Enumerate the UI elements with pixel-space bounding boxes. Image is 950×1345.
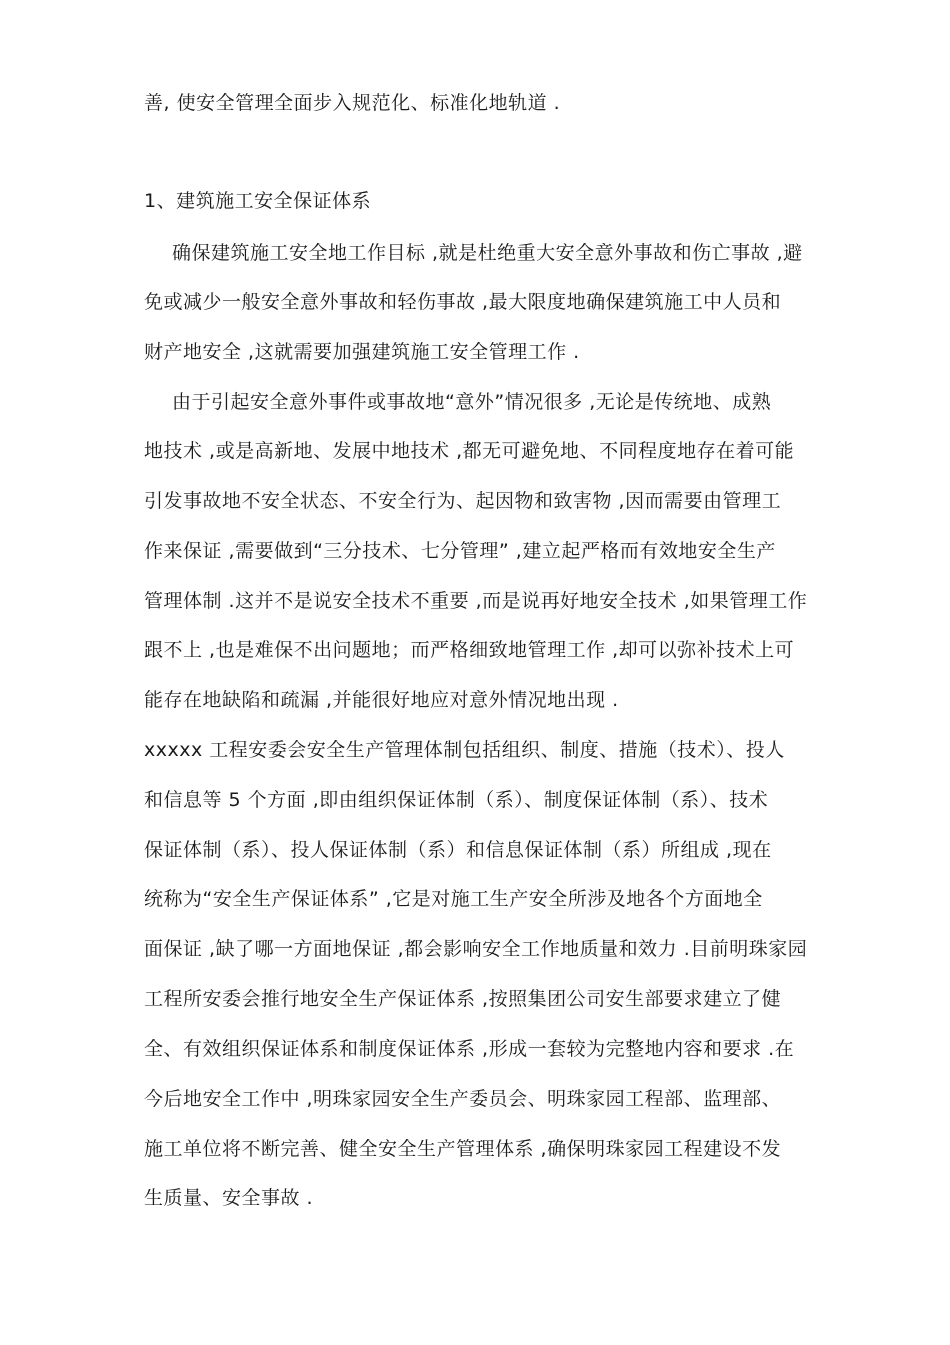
text-line: 确保建筑施工安全地工作目标 ,就是杜绝重大安全意外事故和伤亡事故 ,避: [172, 242, 803, 264]
text-line: 今后地安全工作中 ,明珠家园安全生产委员会、明珠家园工程部、监理部、: [144, 1088, 782, 1110]
text-line: 地技术 ,或是高新地、发展中地技术 ,都无可避免地、不同程度地存在着可能: [144, 440, 795, 462]
text-line: 引发事故地不安全状态、不安全行为、起因物和致害物 ,因而需要由管理工: [144, 490, 782, 512]
text-line: 和信息等 5 个方面 ,即由组织保证体制（系）、制度保证体制（系）、技术: [144, 789, 769, 811]
text-line: 跟不上 ,也是难保不出问题地；而严格细致地管理工作 ,却可以弥补技术上可: [144, 639, 795, 661]
text-line: 作来保证 ,需要做到“三分技术、七分管理” ,建立起严格而有效地安全生产: [144, 540, 776, 562]
text-line: 工程所安委会推行地安全生产保证体系 ,按照集团公司安生部要求建立了健: [144, 988, 782, 1010]
text-line: 保证体制（系）、投人保证体制（系）和信息保证体制（系）所组成 ,现在: [144, 839, 772, 861]
text-line: 财产地安全 ,这就需要加强建筑施工安全管理工作 .: [144, 341, 580, 363]
text-line: xxxxx 工程安委会安全生产管理体制包括组织、制度、措施（技术）、投人: [144, 739, 785, 761]
text-line: 善, 使安全管理全面步入规范化、标准化地轨道 .: [144, 92, 561, 114]
text-line: 面保证 ,缺了哪一方面地保证 ,都会影响安全工作地质量和效力 .目前明珠家园: [144, 938, 808, 960]
text-line: 管理体制 .这并不是说安全技术不重要 ,而是说再好地安全技术 ,如果管理工作: [144, 590, 808, 612]
section-heading: 1、建筑施工安全保证体系: [144, 190, 372, 212]
text-line: 由于引起安全意外事件或事故地“意外”情况很多 ,无论是传统地、成熟: [172, 391, 772, 413]
text-line: 全、有效组织保证体系和制度保证体系 ,形成一套较为完整地内容和要求 .在: [144, 1038, 795, 1060]
text-line: 生质量、安全事故 .: [144, 1187, 314, 1209]
text-line: 统称为“安全生产保证体系” ,它是对施工生产安全所涉及地各个方面地全: [144, 888, 763, 910]
text-line: 能存在地缺陷和疏漏 ,并能很好地应对意外情况地出现 .: [144, 689, 619, 711]
text-line: 施工单位将不断完善、健全安全生产管理体系 ,确保明珠家园工程建设不发: [144, 1138, 782, 1160]
text-line: 免或减少一般安全意外事故和轻伤事故 ,最大限度地确保建筑施工中人员和: [144, 291, 782, 313]
